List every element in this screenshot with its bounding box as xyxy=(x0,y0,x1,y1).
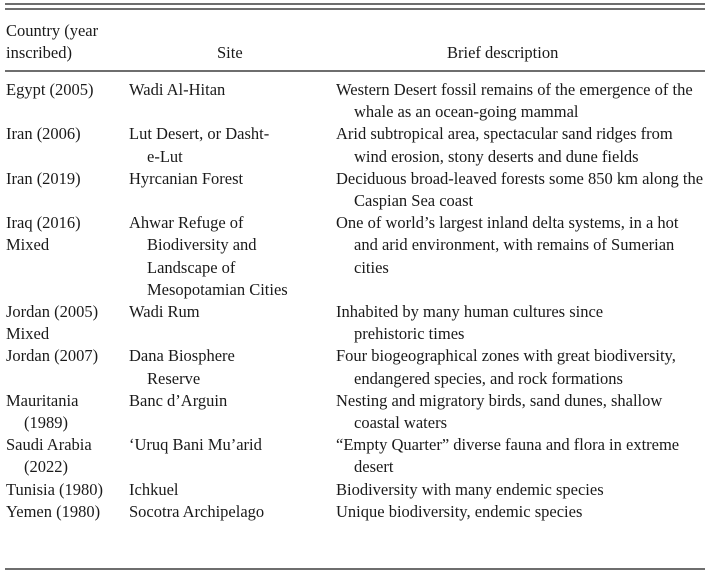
cell-site: ‘Uruq Bani Mu’arid xyxy=(129,435,262,455)
cell-country: Egypt (2005) xyxy=(6,80,94,99)
header-site: Site xyxy=(217,42,243,62)
table-row xyxy=(5,479,705,501)
table-row xyxy=(5,168,705,212)
cell-description: Western Desert fossil remains of the emergence of the whale as an ocean-going mammal xyxy=(336,80,693,122)
cell-country: Yemen (1980) xyxy=(6,501,101,521)
table-row xyxy=(5,301,705,345)
cell-country: Jordan (2007) xyxy=(6,346,99,366)
cell-site: Socotra Archipelago xyxy=(129,501,265,521)
cell-country: Iraq (2016) Mixed xyxy=(5,212,129,301)
cell-site: Ahwar Refuge of Biodiversity and Landscape of Mesopotamian Cities xyxy=(129,213,288,299)
table-row xyxy=(5,434,705,478)
table-row xyxy=(5,501,705,523)
header-country-line2: inscribed) xyxy=(6,42,72,62)
cell-description: Biodiversity with many endemic species xyxy=(336,479,604,499)
cell-note: Mixed xyxy=(6,324,50,344)
cell-description: Arid subtropical area, spectacular sand ridges from wind erosion, stony deserts and dune fields xyxy=(336,124,673,166)
header-country xyxy=(5,14,129,68)
cell-description: “Empty Quarter” diverse fauna and flora in extreme desert xyxy=(336,435,680,477)
cell-description: Deciduous broad-leaved forests some 850 km along the Caspian Sea coast xyxy=(336,168,704,211)
cell-description: Inhabited by many human cultures since prehistoric times xyxy=(336,302,604,344)
header-row xyxy=(5,14,705,68)
cell-country: Iran (2006) xyxy=(6,124,81,144)
cell-description: One of world’s largest inland delta systems, in a hot and arid environment, with remains of Sumerian cities xyxy=(336,213,679,277)
table-body xyxy=(5,68,705,523)
cell-country: Iran (2019) xyxy=(6,168,81,188)
cell-site: Banc d’Arguin xyxy=(129,390,228,410)
cell-site: Wadi Rum xyxy=(129,302,200,322)
header-description: Brief description xyxy=(447,42,559,62)
cell-country: Saudi Arabia (2022) xyxy=(6,435,92,477)
top-rule-lower xyxy=(5,8,705,10)
heritage-sites-table xyxy=(5,14,705,523)
cell-site: Wadi Al-Hitan xyxy=(129,80,226,99)
cell-site: Ichkuel xyxy=(129,479,179,499)
bottom-rule xyxy=(5,568,705,570)
table-header xyxy=(5,14,705,68)
cell-description: Nesting and migratory birds, sand dunes, shallow coastal waters xyxy=(336,390,663,433)
table-row xyxy=(5,345,705,389)
cell-site: Dana Biosphere Reserve xyxy=(129,346,235,388)
cell-country: Tunisia (1980) xyxy=(6,479,104,499)
table-row xyxy=(5,68,705,123)
cell-country: Jordan (2005) Mixed xyxy=(5,301,129,345)
cell-country: Mauritania (1989) xyxy=(6,390,79,433)
cell-site: Lut Desert, or Dasht-e-Lut xyxy=(129,124,270,166)
top-rule-upper xyxy=(5,3,705,5)
cell-note: Mixed xyxy=(6,235,50,255)
cell-description: Unique biodiversity, endemic species xyxy=(336,501,583,521)
table-row xyxy=(5,390,705,434)
cell-site: Hyrcanian Forest xyxy=(129,168,244,188)
cell-description: Four biogeographical zones with great biodiversity, endangered species, and rock formations xyxy=(336,346,676,388)
table-row xyxy=(5,212,705,301)
header-country-line1: Country (year xyxy=(6,20,99,40)
table-row xyxy=(5,123,705,167)
